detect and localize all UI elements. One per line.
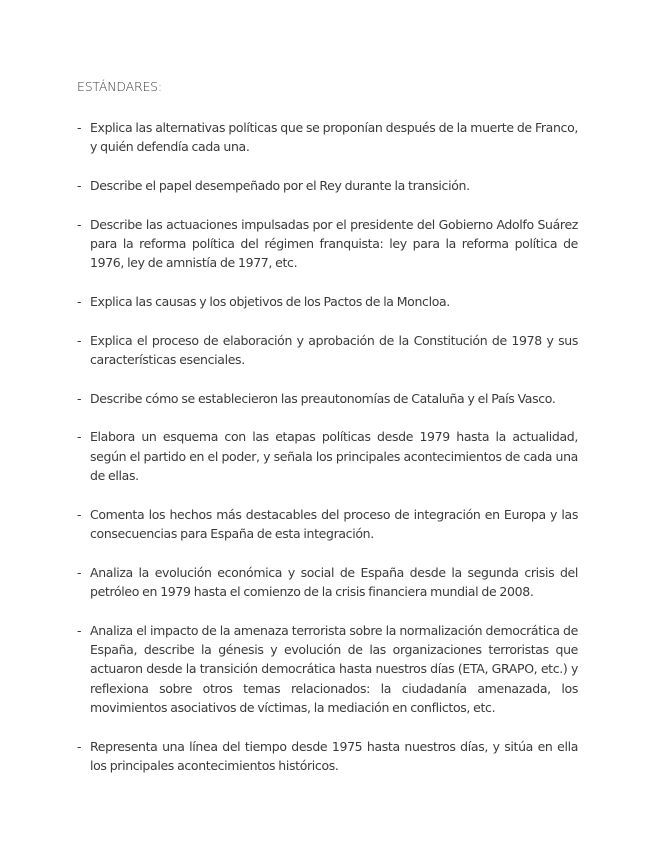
list-item bbox=[77, 215, 578, 273]
dash-bullet: - bbox=[77, 332, 82, 348]
list-item bbox=[77, 331, 578, 370]
list-item-text: Explica las alternativas políticas que se proponían después de la muerte de Franco, y quién defendía cada una. bbox=[90, 120, 578, 155]
dash-bullet: - bbox=[77, 294, 82, 309]
dash-bullet: - bbox=[77, 178, 82, 193]
list-item-text: Representa una línea del tiempo desde 1975 hasta nuestros días, y sitúa en ella los principales acontecimientos históricos. bbox=[90, 738, 578, 774]
list-item bbox=[77, 389, 578, 408]
list-item bbox=[77, 292, 578, 311]
list-item bbox=[77, 621, 578, 718]
list-item bbox=[77, 176, 578, 195]
list-item-text: Explica las causas y los objetivos de los Pactos de la Moncloa. bbox=[90, 294, 450, 309]
list-item bbox=[77, 427, 578, 485]
dash-bullet: - bbox=[77, 429, 82, 445]
list-item-text: Analiza el impacto de la amenaza terrorista sobre la normalización democrática de España, describe la génesis y evolución de las organizaciones terroristas que actuaron desde la transición democrática hasta nuestros días (ETA, GRAPO, etc.) y reflexiona sobre otros temas relacionados: la ciudadanía amenazada, los movimientos asociativos de víctimas, la mediación en conflictos, etc. bbox=[90, 622, 578, 716]
dash-bullet: - bbox=[77, 622, 82, 638]
list-item-text: Describe el papel desempeñado por el Rey durante la transición. bbox=[90, 178, 470, 193]
list-item-text: Comenta los hechos más destacables del proceso de integración en Europa y las consecuencias para España de esta integración. bbox=[90, 506, 578, 541]
dash-bullet: - bbox=[77, 120, 82, 135]
list-item-text: Elabora un esquema con las etapas políticas desde 1979 hasta la actualidad, según el partido en el poder, y señala los principales acontecimientos de cada una de ellas. bbox=[90, 429, 578, 483]
dash-bullet: - bbox=[77, 564, 82, 580]
list-item-text: Describe las actuaciones impulsadas por el presidente del Gobierno Adolfo Suárez para la reforma política del régimen franquista: ley para la reforma política de 1976, ley de amnistía de 1977, etc. bbox=[90, 216, 578, 271]
list-item bbox=[77, 505, 578, 544]
standards-list bbox=[77, 118, 578, 776]
list-item bbox=[77, 737, 578, 776]
list-item-text: Analiza la evolución económica y social de España desde la segunda crisis del petróleo en 1979 hasta el comienzo de la crisis financiera mundial de 2008. bbox=[90, 564, 578, 599]
page-heading: ESTÁNDARES: bbox=[77, 79, 162, 94]
dash-bullet: - bbox=[77, 506, 82, 522]
list-item-text: Describe cómo se establecieron las preautonomías de Cataluña y el País Vasco. bbox=[90, 390, 556, 406]
dash-bullet: - bbox=[77, 216, 82, 232]
dash-bullet: - bbox=[77, 390, 82, 406]
list-item bbox=[77, 563, 578, 602]
list-item bbox=[77, 118, 578, 157]
dash-bullet: - bbox=[77, 738, 82, 754]
list-item-text: Explica el proceso de elaboración y aprobación de la Constitución de 1978 y sus características esenciales. bbox=[90, 332, 578, 367]
